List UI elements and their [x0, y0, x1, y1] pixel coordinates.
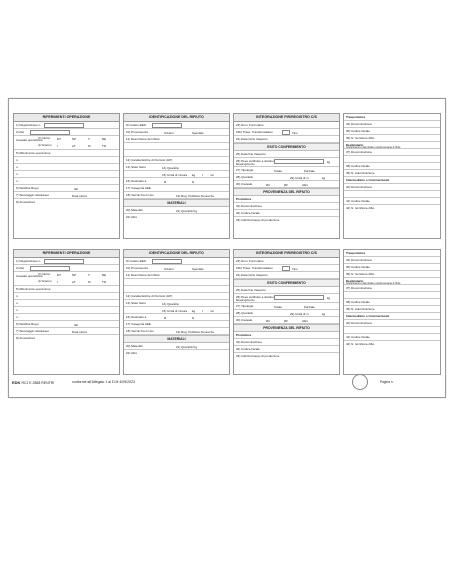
data-fine-label: 25) Data fine trasporto: [236, 287, 266, 292]
intermediario-label: Intermediario o Commerciante: [346, 177, 390, 182]
dest-denominazione-label: 37) Denominazione: [346, 285, 373, 290]
carico-label: 3) Carico: [38, 272, 51, 276]
trasp-transfrontaliero-label: 23b) Trasp. Transfrontaliero: [236, 129, 273, 134]
identificazione-rifiuto-section: [123, 249, 230, 375]
int-iscrizione-label: 42) N. Iscrizione Albo: [346, 205, 375, 210]
kg-option[interactable]: kg: [192, 172, 196, 177]
np-label: NP: [72, 273, 77, 277]
t-label: T: [88, 273, 90, 277]
dest-codice-fiscale-label: 38) Codice fiscale: [346, 163, 370, 168]
rf-option[interactable]: RF: [284, 182, 288, 187]
riferimenti-operazione-section: RIFERIMENTI OPERAZIONE 1) Registrazione n. 2) Del Causale operazione 3) Carico DT NP T RE 4) Scarico I aT M TR 5) Riferimento operazione n. n. n. n. 6) Rettifica Reg.n del 7) Stoccaggio istantaneo Data carico 8) Annotazioni: [13, 249, 120, 375]
carico-label: 3) Carico: [38, 136, 51, 140]
denominazione-label: 34) Denominazione: [346, 257, 373, 262]
int-denominazione-label: 40) Denominazione: [346, 184, 373, 189]
re-label: RE: [102, 273, 107, 277]
annotazioni-label: 8) Annotazioni: [16, 335, 36, 340]
kg-unit: kg: [327, 160, 331, 164]
quantita-label: 28) Quantità: [236, 310, 253, 315]
produttore-label: Produttore: [236, 196, 252, 201]
respingimento-label: Respingimento: [236, 298, 255, 302]
urbano-option[interactable]: Urbano: [164, 130, 174, 135]
iscrizione-albo-label: 36) N. Iscrizione Albo: [346, 135, 375, 140]
identificazione-rifiuto-section: [123, 113, 230, 239]
data-inizio-label: 24) Data inizio trasporto: [236, 272, 268, 277]
rf-option[interactable]: RF: [284, 318, 288, 323]
tipologia-label: 27) Tipologia: [236, 167, 254, 172]
form-code: RCJ E 2868 RENTRI: [21, 381, 55, 385]
categoria-aee-label: 17) Categoria AEE: [126, 185, 151, 190]
speciale-option[interactable]: Speciale: [192, 266, 204, 271]
caratteristiche-label: 12) Caratteristiche di Pericolo (HP): [126, 293, 173, 298]
esito-title: ESITO CONFERIMENTO: [234, 279, 339, 287]
l-option[interactable]: l: [202, 308, 203, 313]
stato-fisico-label: 13) Stato fisico: [126, 164, 146, 169]
registrazione-field[interactable]: [44, 123, 84, 128]
tr-label: TR: [102, 280, 106, 284]
produttore-label: Produttore: [236, 332, 252, 337]
quantita-label: 14) Quantità: [162, 301, 179, 306]
altro-option[interactable]: Altro: [302, 182, 309, 187]
annotazioni-label: 8) Annotazioni: [16, 199, 36, 204]
l-option[interactable]: l: [202, 172, 203, 177]
stoccaggio-label: 7) Stoccaggio istantaneo: [16, 328, 50, 333]
provenienza-title: PROVENIENZA DEL RIFIUTO: [234, 188, 339, 196]
destinatario-note: Conferimento a vita privata o nostra ricevente il rifiuto: [346, 282, 401, 285]
provenienza-label: 10) Provenienza: [126, 129, 148, 134]
kg-unit: kg: [327, 296, 331, 300]
riferimenti-operazione-section: RIFERIMENTI OPERAZIONE 1) Registrazione n. 2) Del Causale operazione 3) Carico DT NP T RE 4) Scarico I aT M TR 5) Riferimento operazione n. n. n. n. 6) Rettifica Reg.n del 7) Stoccaggio istantaneo Data carico 8) Annotazioni: [13, 113, 120, 239]
parziale-option[interactable]: Parziale: [304, 304, 315, 309]
soggetti-section: [343, 113, 441, 239]
iscrizione-albo-label: 36) N. Iscrizione Albo: [346, 271, 375, 276]
materiali-title: MATERIALI: [124, 199, 229, 207]
integrazione-fir-section: [233, 249, 340, 375]
data-inizio-label: 24) Data inizio trasporto: [236, 136, 268, 141]
d-option[interactable]: D: [192, 179, 195, 184]
unita-label: 29) Unità di m.: [290, 175, 310, 180]
kg2-unit: kg: [322, 175, 326, 180]
i-label: I: [57, 280, 58, 284]
dest-codice-fiscale-label: 38) Codice fiscale: [346, 299, 370, 304]
destinato-label: 16) Destinato a: [126, 314, 147, 319]
page-number-label: Pagina n.: [380, 380, 394, 384]
provenienza-title: PROVENIENZA DEL RIFIUTO: [234, 324, 339, 332]
tipo-label: Tipo: [292, 130, 298, 135]
speciale-option[interactable]: Speciale: [192, 130, 204, 135]
section-title: IDENTIFICAZIONE DEL RIFIUTO: [124, 114, 229, 122]
t-label: T: [88, 137, 90, 141]
tipo-box[interactable]: [282, 130, 290, 135]
altro-label: 22) Altro: [126, 350, 138, 355]
provenienza-label: 10) Provenienza: [126, 265, 148, 270]
data-carico-label: Data carico: [72, 329, 88, 334]
num-formulario-label: 23) Num. Formulario: [236, 258, 264, 263]
unita-misura-label: 15) Unità di misura: [162, 308, 188, 313]
codice-eer-label: 9) Codice EER: [126, 122, 146, 127]
int-denominazione-label: 40) Denominazione: [346, 320, 373, 325]
codice-eer-field[interactable]: [152, 259, 182, 264]
parziale-option[interactable]: Parziale: [304, 168, 315, 173]
codice-fiscale-label: 32) Codice fiscale: [236, 346, 260, 351]
del-label: 2) Del: [16, 129, 25, 134]
codice-fiscale-label: 35) Codice fiscale: [346, 128, 370, 133]
registrazione-label: 1) Registrazione n.: [16, 122, 42, 127]
d-option[interactable]: D: [192, 315, 195, 320]
pubblica-sicurezza-label: 19) Reg. Pubblica Sicurezza: [176, 193, 214, 198]
section-title: RIFERIMENTI OPERAZIONE: [14, 250, 119, 258]
registrazione-label: 1) Registrazione n.: [16, 258, 42, 263]
respingimento-label: Respingimento: [236, 162, 255, 166]
totale-option[interactable]: Totale: [274, 304, 283, 309]
stato-fisico-label: 13) Stato fisico: [126, 300, 146, 305]
trasp-transfrontaliero-label: 23b) Trasp. Transfrontaliero: [236, 265, 273, 270]
codice-eer-label: 9) Codice EER: [126, 258, 146, 263]
unita-misura-label: 15) Unità di misura: [162, 172, 188, 177]
int-codice-fiscale-label: 41) Codice fiscale: [346, 334, 370, 339]
destinatario-note: Conferimento a vita privata o nostra ricevente il rifiuto: [346, 146, 401, 149]
section-title: IDENTIFICAZIONE DEL RIFIUTO: [124, 250, 229, 258]
registrazione-field[interactable]: [44, 259, 84, 264]
section-title: INTEGRAZIONE FIR/REGISTRO C/S: [234, 114, 339, 122]
unita-label: 29) Unità di m.: [290, 311, 310, 316]
int-codice-fiscale-label: 41) Codice fiscale: [346, 198, 370, 203]
materiali-title: MATERIALI: [124, 335, 229, 343]
autorizzazione-label: 39) N. Autorizzazione: [346, 170, 375, 175]
peso-field[interactable]: [274, 159, 324, 164]
quantita-kg-label: 21) Quantità Kg: [176, 208, 198, 213]
indirizzo-label: 33) Indirizzo/luogo di produzione: [236, 353, 280, 358]
tipo-box[interactable]: [282, 266, 290, 271]
destinatario-label: Destinatario: [346, 278, 364, 283]
rettifica-label: 6) Rettifica Reg.n: [16, 185, 40, 190]
mc-option[interactable]: mc: [210, 308, 214, 313]
peso-verificato-label: 26) Peso verificato a destino: [236, 158, 274, 163]
tipologia-label: 27) Tipologia: [236, 303, 254, 308]
totale-option[interactable]: Totale: [274, 168, 283, 173]
del-label: 2) Del: [16, 265, 25, 270]
denominazione-label: 34) Denominazione: [346, 121, 373, 126]
quantita-label: 28) Quantità: [236, 174, 253, 179]
codice-fiscale-label: 32) Codice fiscale: [236, 210, 260, 215]
int-iscrizione-label: 42) N. Iscrizione Albo: [346, 341, 375, 346]
riferimento-label: 5) Riferimento operazione: [16, 286, 51, 291]
register-entry-1: [13, 113, 441, 239]
section-title: INTEGRAZIONE FIR/REGISTRO C/S: [234, 250, 339, 258]
tipo-label: Tipo: [292, 266, 298, 271]
rettifica-del-label: del: [74, 186, 79, 191]
section-title: RIFERIMENTI OPERAZIONE: [14, 114, 119, 122]
conformity-note: conforme all'Allegato 1 al D.M 4/09/2023: [72, 380, 135, 384]
descrizione-label: 11) Descrizione del rifiuto: [126, 272, 160, 277]
stamp-circle: [352, 374, 368, 390]
rettifica-del-label: del: [74, 322, 79, 327]
num-formulario-label: 23) Num. Formulario: [236, 122, 264, 127]
causale-label: 30) Causale: [236, 181, 253, 186]
veicoli-label: 18) Veicoli Fuori Uso: [126, 192, 154, 197]
mc-option[interactable]: mc: [210, 172, 214, 177]
riferimento-label: 5) Riferimento operazione: [16, 150, 51, 155]
rc-option[interactable]: RC: [266, 318, 271, 323]
materiali-label: 20) Materiali: [126, 207, 143, 212]
trasportatore-label: Trasportatore: [346, 114, 366, 119]
register-sheet: [8, 98, 446, 398]
brand-logo: EDK: [12, 380, 21, 385]
np-label: NP: [72, 137, 77, 141]
denominazione-label: 31) Denominazione: [236, 203, 263, 208]
caratteristiche-label: 12) Caratteristiche di Pericolo (HP): [126, 157, 173, 162]
veicoli-label: 18) Veicoli Fuori Uso: [126, 328, 154, 333]
at-label: aT: [72, 280, 76, 284]
autorizzazione-label: 39) N. Autorizzazione: [346, 306, 375, 311]
form-footer: [12, 380, 135, 385]
r-option[interactable]: R: [164, 315, 167, 320]
data-carico-label: Data carico: [72, 193, 88, 198]
rettifica-label: 6) Rettifica Reg.n: [16, 321, 40, 326]
trasportatore-label: Trasportatore: [346, 250, 366, 255]
dest-denominazione-label: 37) Denominazione: [346, 149, 373, 154]
integrazione-fir-section: [233, 113, 340, 239]
dt-label: DT: [57, 137, 61, 141]
i-label: I: [57, 144, 58, 148]
kg-option[interactable]: kg: [192, 308, 196, 313]
register-entry-2: [13, 249, 441, 375]
causale-label: 30) Causale: [236, 317, 253, 322]
r-option[interactable]: R: [164, 179, 167, 184]
materiali-label: 20) Materiali: [126, 343, 143, 348]
tr-label: TR: [102, 144, 106, 148]
descrizione-label: 11) Descrizione del rifiuto: [126, 136, 160, 141]
indirizzo-label: 33) Indirizzo/luogo di produzione: [236, 217, 280, 222]
m-label: M: [88, 280, 91, 284]
stoccaggio-label: 7) Stoccaggio istantaneo: [16, 192, 50, 197]
re-label: RE: [102, 137, 107, 141]
del-field[interactable]: [30, 266, 70, 271]
scarico-label: 4) Scarico: [38, 279, 52, 283]
m-label: M: [88, 144, 91, 148]
scarico-label: 4) Scarico: [38, 143, 52, 147]
quantita-kg-label: 21) Quantità Kg: [176, 344, 198, 349]
intermediario-label: Intermediario o Commerciante: [346, 313, 390, 318]
quantita-label: 14) Quantità: [162, 165, 179, 170]
causale-label: Causale operazione: [16, 138, 43, 142]
pubblica-sicurezza-label: 19) Reg. Pubblica Sicurezza: [176, 329, 214, 334]
destinatario-label: Destinatario: [346, 142, 364, 147]
data-fine-label: 25) Data fine trasporto: [236, 151, 266, 156]
rc-option[interactable]: RC: [266, 182, 271, 187]
altro-label: 22) Altro: [126, 214, 138, 219]
kg2-unit: kg: [322, 311, 326, 316]
urbano-option[interactable]: Urbano: [164, 266, 174, 271]
denominazione-label: 31) Denominazione: [236, 339, 263, 344]
causale-label: Causale operazione: [16, 274, 43, 278]
codice-eer-field[interactable]: [152, 123, 182, 128]
peso-verificato-label: 26) Peso verificato a destino: [236, 294, 274, 299]
del-field[interactable]: [30, 130, 70, 135]
at-label: aT: [72, 144, 76, 148]
altro-option[interactable]: Altro: [302, 318, 309, 323]
destinato-label: 16) Destinato a: [126, 178, 147, 183]
codice-fiscale-label: 35) Codice fiscale: [346, 264, 370, 269]
dt-label: DT: [57, 273, 61, 277]
categoria-aee-label: 17) Categoria AEE: [126, 321, 151, 326]
soggetti-section: [343, 249, 441, 375]
esito-title: ESITO CONFERIMENTO: [234, 143, 339, 151]
peso-field[interactable]: [274, 295, 324, 300]
